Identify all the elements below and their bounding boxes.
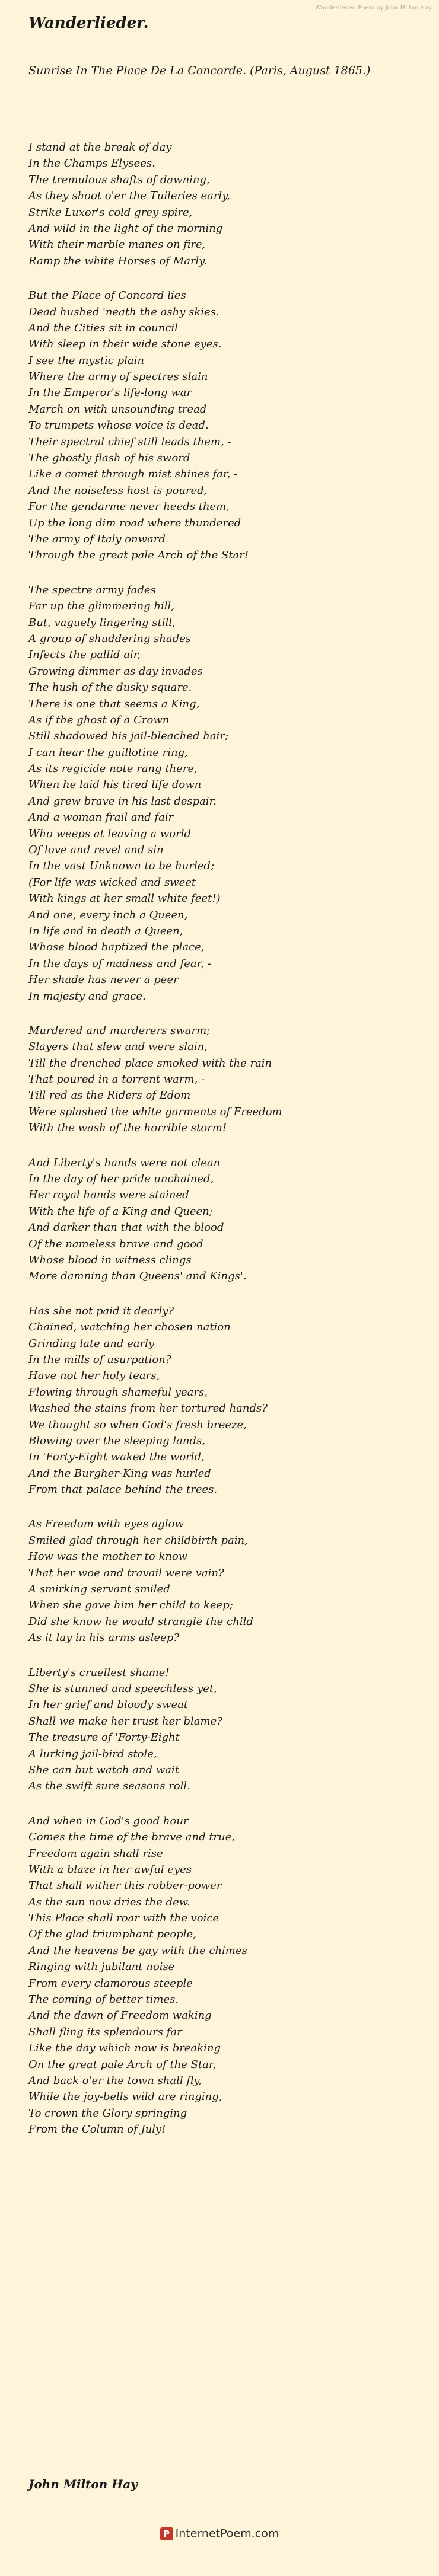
poem-line: With sleep in their wide stone eyes.: [28, 338, 222, 351]
poem-line: But, vaguely lingering still,: [28, 616, 176, 629]
poem-line: Her shade has never a peer: [28, 973, 179, 987]
poem-line: There is one that seems a King,: [28, 697, 200, 710]
poem-line: And when in God's good hour: [28, 1814, 189, 1827]
poem-line: Till the drenched place smoked with the rain: [28, 1056, 272, 1070]
poem-line: I see the mystic plain: [28, 354, 144, 367]
poem-line: Grinding late and early: [28, 1337, 155, 1350]
poem-line: This Place shall roar with the voice: [28, 1912, 220, 1925]
poem-line: Infects the pallid air,: [28, 649, 141, 662]
poem-line: Her royal hands were stained: [28, 1189, 189, 1202]
poem-line: A smirking servant smiled: [28, 1583, 170, 1596]
poem-line: The army of Italy onward: [28, 532, 166, 545]
poem-line: Flowing through shameful years,: [28, 1386, 208, 1399]
poem-stanza: [28, 139, 414, 269]
poem-line: The treasure of 'Forty-Eight: [28, 1731, 180, 1744]
poem-line: For the gendarme never heeds them,: [28, 500, 230, 513]
poem-line: Did she know he would strangle the child: [28, 1615, 253, 1628]
poem-line: To crown the Glory springing: [28, 2106, 187, 2119]
poem-line: Like a comet through mist shines far, -: [28, 468, 238, 481]
poem-line: And the noiseless host is poured,: [28, 484, 208, 497]
poem-line: Growing dimmer as day invades: [28, 665, 203, 678]
poem-line: Whose blood in witness clings: [28, 1254, 192, 1266]
poem-line: And the Cities sit in council: [28, 321, 178, 334]
poem-line: Like the day which now is breaking: [28, 2042, 221, 2055]
poem-line: From that palace behind the trees.: [28, 1483, 218, 1496]
poem-line: To trumpets whose voice is dead.: [28, 419, 209, 432]
poem-line: Still shadowed his jail-bleached hair;: [28, 730, 228, 743]
poem-line: Smiled glad through her childbirth pain,: [28, 1534, 248, 1547]
poem-line: As the sun now dries the dew.: [28, 1895, 190, 1908]
poem-line: And the Burgher-King was hurled: [28, 1467, 211, 1480]
poem-line: And one, every inch a Queen,: [28, 908, 188, 921]
poem-line: I can hear the guillotine ring,: [28, 746, 188, 759]
poem-line: Have not her holy tears,: [28, 1370, 160, 1383]
poem-line: In the day of her pride unchained,: [28, 1173, 214, 1186]
poem-line: From the Column of July!: [28, 2123, 166, 2136]
poem-line: Were splashed the white garments of Freedom: [28, 1105, 282, 1118]
poem-author[interactable]: John Milton Hay: [28, 2477, 138, 2491]
poem-stanza: [28, 1303, 414, 1498]
poem-line: That her woe and travail were vain?: [28, 1566, 224, 1579]
poem-line: The ghostly flash of his sword: [28, 452, 190, 465]
poem-line: In majesty and grace.: [28, 989, 146, 1003]
poem-stanza: [28, 1155, 414, 1285]
poem-line: That shall wither this robber-power: [28, 1879, 222, 1892]
poem-line: With the wash of the horrible storm!: [28, 1122, 227, 1135]
poem-line: With kings at her small white feet!): [28, 892, 221, 905]
poem-line: On the great pale Arch of the Star,: [28, 2058, 217, 2071]
poem-stanza: [28, 1023, 414, 1137]
poem-line: Till red as the Riders of Edom: [28, 1089, 191, 1102]
logo-mark-icon: P: [160, 2527, 173, 2540]
poem-line: Through the great pale Arch of the Star!: [28, 549, 249, 562]
poem-line: With the life of a King and Queen;: [28, 1205, 213, 1218]
poem-line: How was the mother to know: [28, 1550, 188, 1563]
logo-text: InternetPoem.com: [175, 2527, 279, 2540]
site-logo[interactable]: [0, 2527, 439, 2540]
poem-line: And a woman frail and fair: [28, 811, 174, 824]
poem-line: Whose blood baptized the place,: [28, 941, 205, 954]
poem-line: She can but watch and wait: [28, 1763, 179, 1776]
poem-stanza: [28, 288, 414, 564]
poem-line: And the dawn of Freedom waking: [28, 2009, 212, 2022]
poem-line: As it lay in his arms asleep?: [28, 1632, 179, 1645]
poem-line: And back o'er the town shall fly,: [28, 2074, 202, 2087]
poem-line: Strike Luxor's cold grey spire,: [28, 206, 193, 219]
poem-line: But the Place of Concord lies: [28, 289, 186, 302]
poem-line: In the days of madness and fear, -: [28, 957, 211, 970]
poem-line: Freedom again shall rise: [28, 1847, 163, 1860]
poem-line: In her grief and bloody sweat: [28, 1699, 189, 1712]
poem-line: In the Champs Elysees.: [28, 157, 155, 170]
poem-line: The coming of better times.: [28, 1993, 179, 2006]
poem-line: Their spectral chief still leads them, -: [28, 435, 231, 448]
poem-line: With their marble manes on fire,: [28, 238, 206, 251]
poem-line: In 'Forty-Eight waked the world,: [28, 1451, 205, 1464]
poem-line: Washed the stains from her tortured hands?: [28, 1402, 268, 1415]
poem-line: Shall we make her trust her blame?: [28, 1715, 222, 1728]
page-watermark: Wanderlieder. Poem by John Milton Hay: [315, 5, 432, 11]
poem-line: And the heavens be gay with the chimes: [28, 1944, 247, 1957]
poem-line: Up the long dim road where thundered: [28, 516, 241, 529]
poem-line: As they shoot o'er the Tuileries early,: [28, 190, 230, 203]
poem-line: Who weeps at leaving a world: [28, 827, 192, 840]
poem-line: Of the glad triumphant people,: [28, 1928, 196, 1941]
poem-line: In the mills of usurpation?: [28, 1353, 171, 1366]
poem-line: In the Emperor's life-long war: [28, 387, 192, 400]
poem-line: Where the army of spectres slain: [28, 371, 208, 384]
poem-line: That poured in a torrent warm, -: [28, 1073, 205, 1086]
poem-line: From every clamorous steeple: [28, 1977, 193, 1990]
poem-line: Far up the glimmering hill,: [28, 600, 174, 613]
poem-subtitle: Sunrise In The Place De La Concorde. (Paris, August 1865.): [28, 64, 371, 77]
poem-line: While the joy-bells wild are ringing,: [28, 2090, 222, 2103]
poem-title: Wanderlieder.: [28, 14, 149, 32]
poem-line: Of the nameless brave and good: [28, 1237, 203, 1250]
poem-line: Ringing with jubilant noise: [28, 1961, 175, 1974]
poem-line: Of love and revel and sin: [28, 844, 164, 857]
poem-line: And darker than that with the blood: [28, 1221, 224, 1234]
poem-stanza: [28, 1665, 414, 1795]
poem-line: When he laid his tired life down: [28, 778, 202, 791]
poem-line: A group of shuddering shades: [28, 632, 192, 645]
poem-line: A lurking jail-bird stole,: [28, 1747, 157, 1760]
poem-line: And Liberty's hands were not clean: [28, 1156, 221, 1169]
poem-line: March on with unsounding tread: [28, 403, 207, 416]
poem-line: When she gave him her child to keep;: [28, 1599, 233, 1612]
poem-line: In the vast Unknown to be hurled;: [28, 860, 215, 873]
poem-line: Dead hushed 'neath the ashy skies.: [28, 305, 220, 318]
poem-line: I stand at the break of day: [28, 141, 172, 154]
poem-line: Has she not paid it dearly?: [28, 1304, 174, 1317]
poem-line: (For life was wicked and sweet: [28, 876, 196, 889]
poem-line: As if the ghost of a Crown: [28, 713, 170, 726]
poem-stanza: [28, 1813, 414, 2138]
poem-line: Liberty's cruellest shame!: [28, 1666, 170, 1679]
poem-line: We thought so when God's fresh breeze,: [28, 1418, 247, 1431]
poem-body: [28, 139, 414, 2156]
poem-line: In life and in death a Queen,: [28, 924, 183, 937]
poem-line: Slayers that slew and were slain,: [28, 1040, 208, 1054]
poem-line: And grew brave in his last despair.: [28, 794, 217, 807]
poem-line: Comes the time of the brave and true,: [28, 1831, 236, 1844]
poem-line: Blowing over the sleeping lands,: [28, 1434, 205, 1447]
poem-line: As Freedom with eyes aglow: [28, 1518, 184, 1531]
poem-line: With a blaze in her awful eyes: [28, 1863, 192, 1876]
poem-line: The tremulous shafts of dawning,: [28, 173, 210, 186]
poem-line: Murdered and murderers swarm;: [28, 1024, 211, 1037]
poem-line: As the swift sure seasons roll.: [28, 1780, 190, 1793]
poem-line: Shall fling its splendours far: [28, 2025, 182, 2038]
poem-line: Chained, watching her chosen nation: [28, 1321, 231, 1334]
poem-line: And wild in the light of the morning: [28, 222, 223, 235]
poem-stanza: [28, 1516, 414, 1646]
poem-line: She is stunned and speechless yet,: [28, 1682, 217, 1695]
poem-line: The hush of the dusky square.: [28, 681, 192, 694]
poem-line: The spectre army fades: [28, 583, 156, 596]
poem-line: As its regicide note rang there,: [28, 762, 198, 775]
poem-stanza: [28, 582, 414, 1004]
poem-line: More damning than Queens' and Kings'.: [28, 1270, 247, 1283]
poem-line: Ramp the white Horses of Marly.: [28, 254, 207, 267]
